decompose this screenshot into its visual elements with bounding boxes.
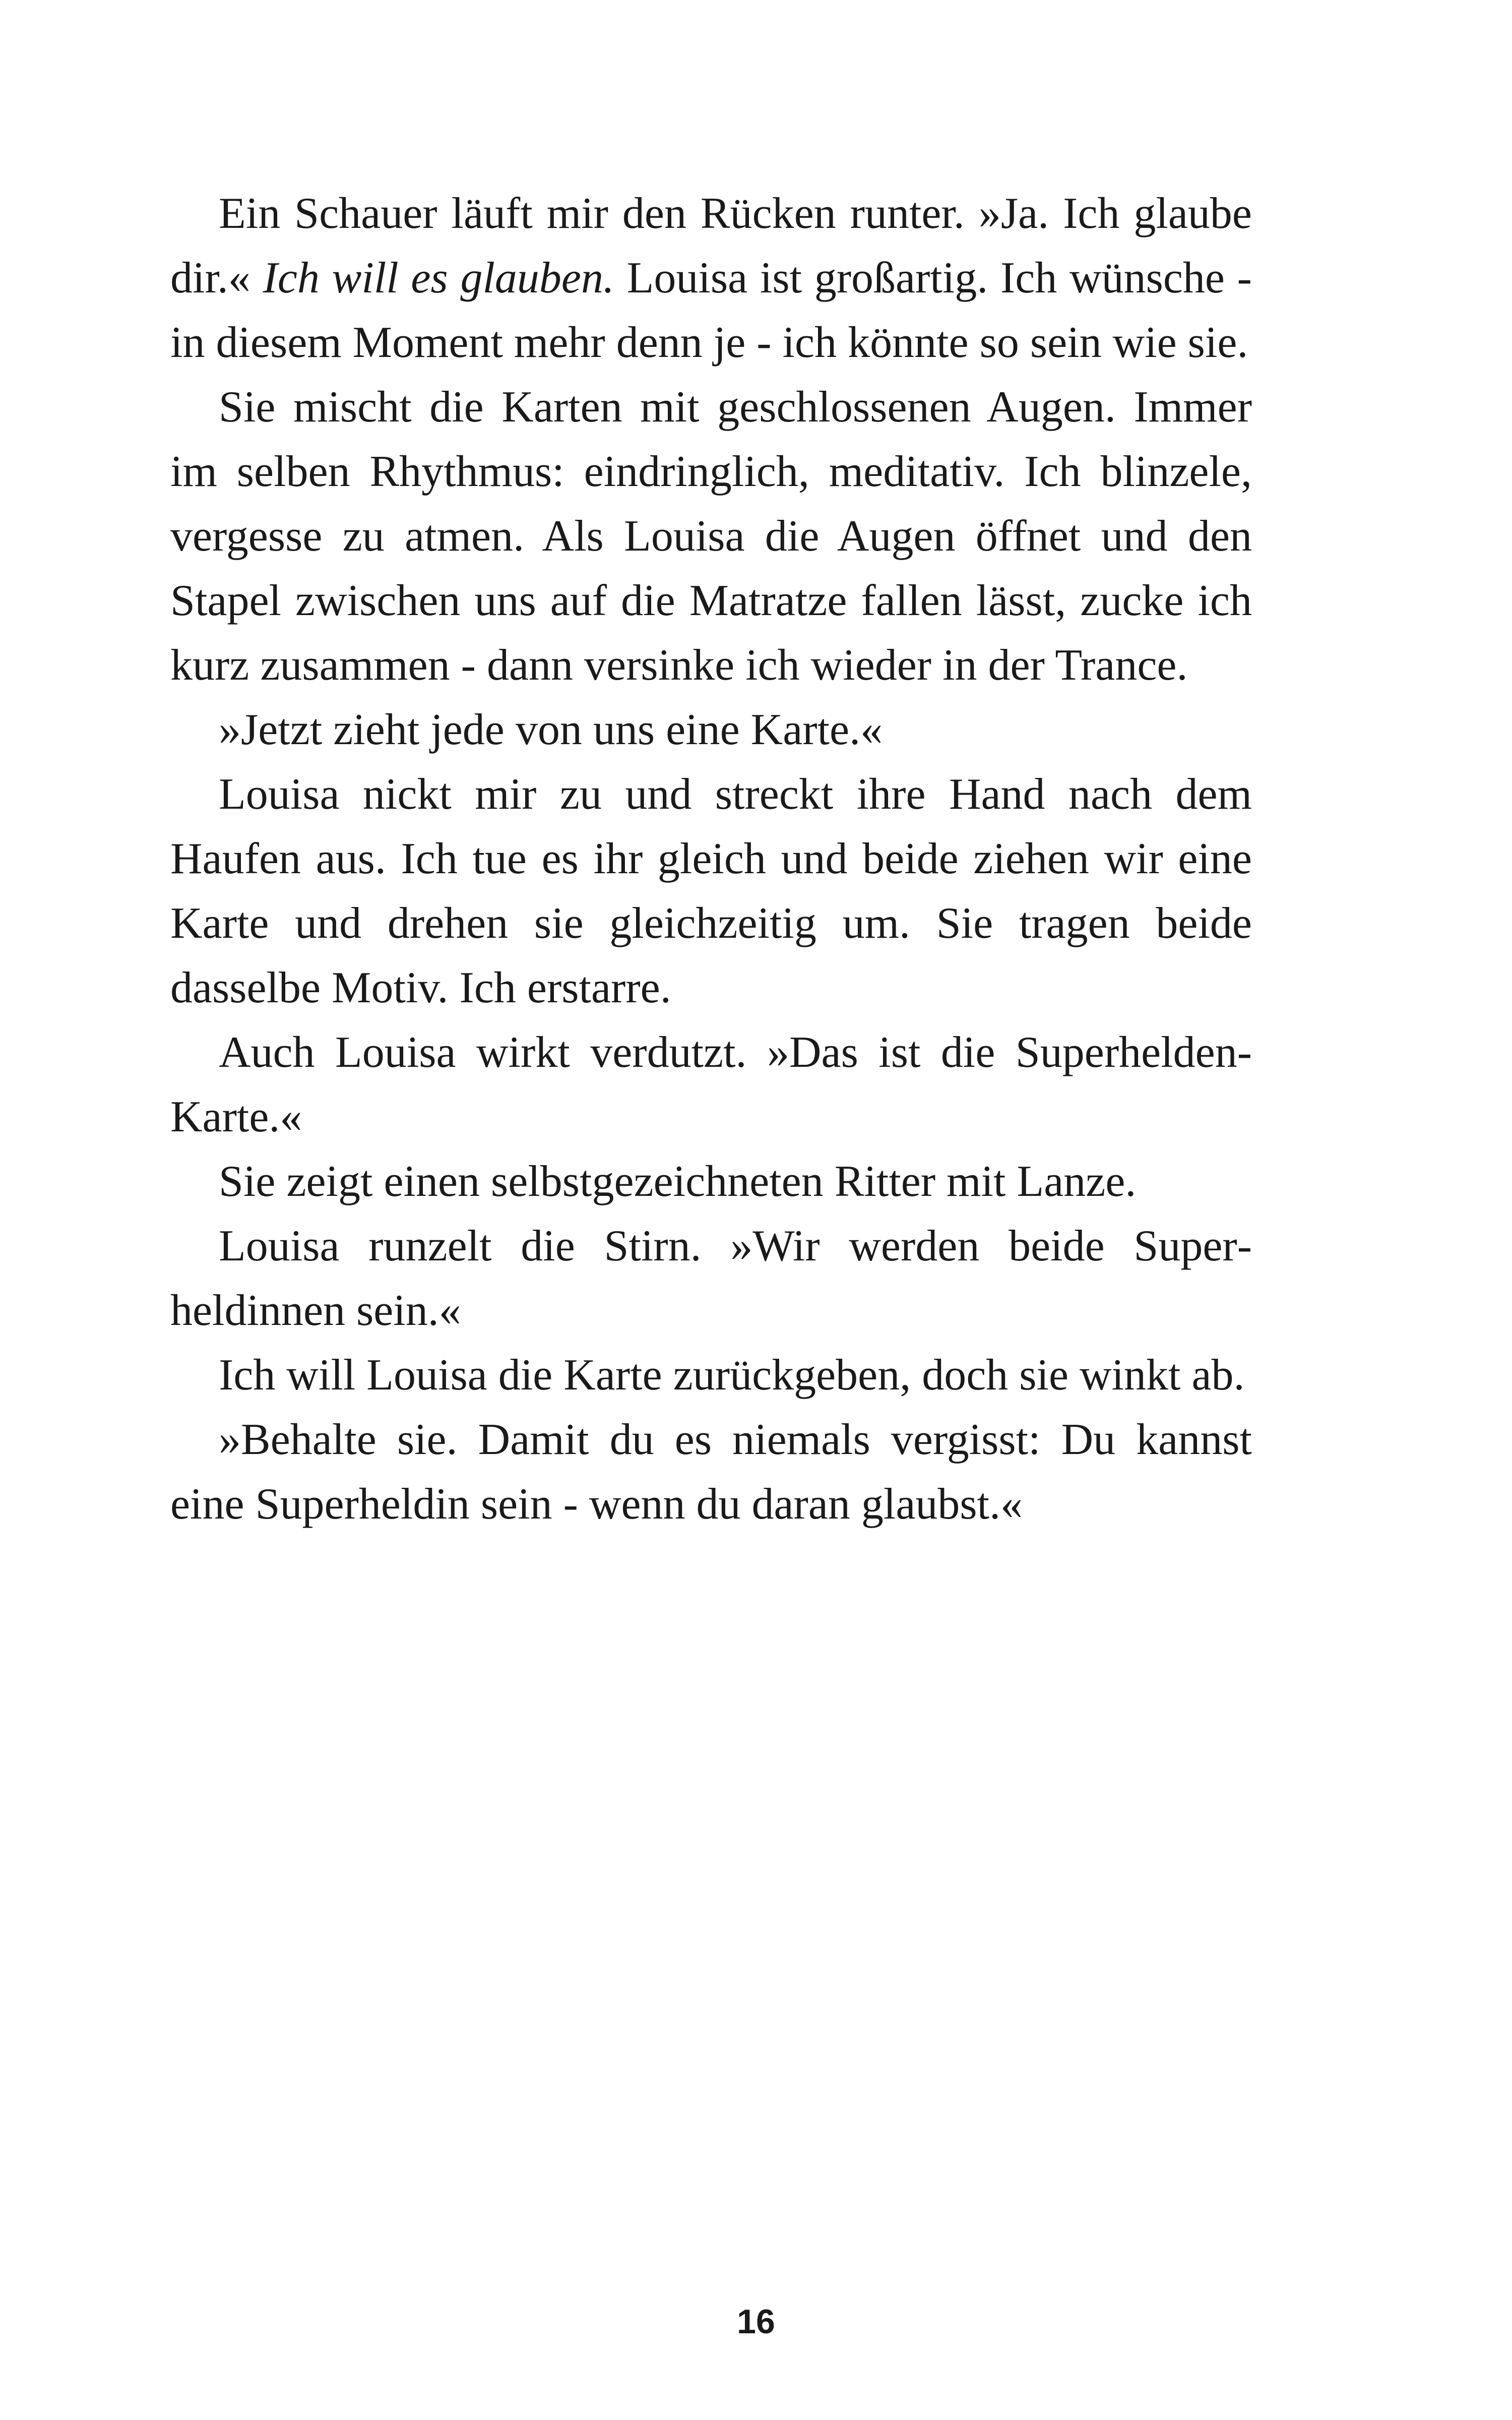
paragraph-4: Louisa nickt mir zu und streckt ihre Hand nach dem Haufen aus. Ich tue es ihr gleich und beide ziehen wir eine Karte und drehen sie gleichzeitig um. Sie tragen beide dasselbe Motiv. Ich erstarre.	[170, 770, 1252, 1012]
body-text	[170, 182, 1252, 1537]
paragraph-7: Louisa runzelt die Stirn. »Wir werden beide Superheldinnen sein.«	[170, 1222, 1252, 1335]
paragraph-2: Sie mischt die Karten mit geschlossenen Augen. Immer im selben Rhythmus: eindringlich, meditativ. Ich blinzele, vergesse zu atmen. Als Louisa die Augen öffnet und den Stapel zwischen uns auf die Matratze fallen lässt, zucke ich kurz zusammen - dann versinke ich wieder in der Trance.	[170, 383, 1252, 690]
paragraph-6: Sie zeigt einen selbstgezeichneten Ritter mit Lanze.	[219, 1157, 1137, 1206]
paragraph-1-italic: Ich will es glauben.	[263, 254, 614, 302]
paragraph-1-lead: Ein Schauer läuft mir den Rücken runter. »Ja. Ich glaube dir.«	[170, 189, 1252, 302]
paragraph-5: Auch Louisa wirkt verdutzt. »Das ist die Superhelden-Karte.«	[170, 1028, 1252, 1141]
paragraph-3: »Jetzt zieht jede von uns eine Karte.«	[219, 705, 883, 754]
paragraph-9: »Behalte sie. Damit du es niemals vergisst: Du kannst eine Superheldin sein - wenn du daran glaubst.«	[170, 1415, 1252, 1529]
page-number: 16	[737, 2303, 775, 2341]
paragraph-8: Ich will Louisa die Karte zurückgeben, doch sie winkt ab.	[219, 1351, 1245, 1400]
paragraph-1	[170, 182, 1252, 375]
paragraph-1-tail: Louisa ist großartig. Ich wünsche - in diesem Moment mehr denn je - ich könnte so sein wie sie.	[170, 254, 1252, 367]
